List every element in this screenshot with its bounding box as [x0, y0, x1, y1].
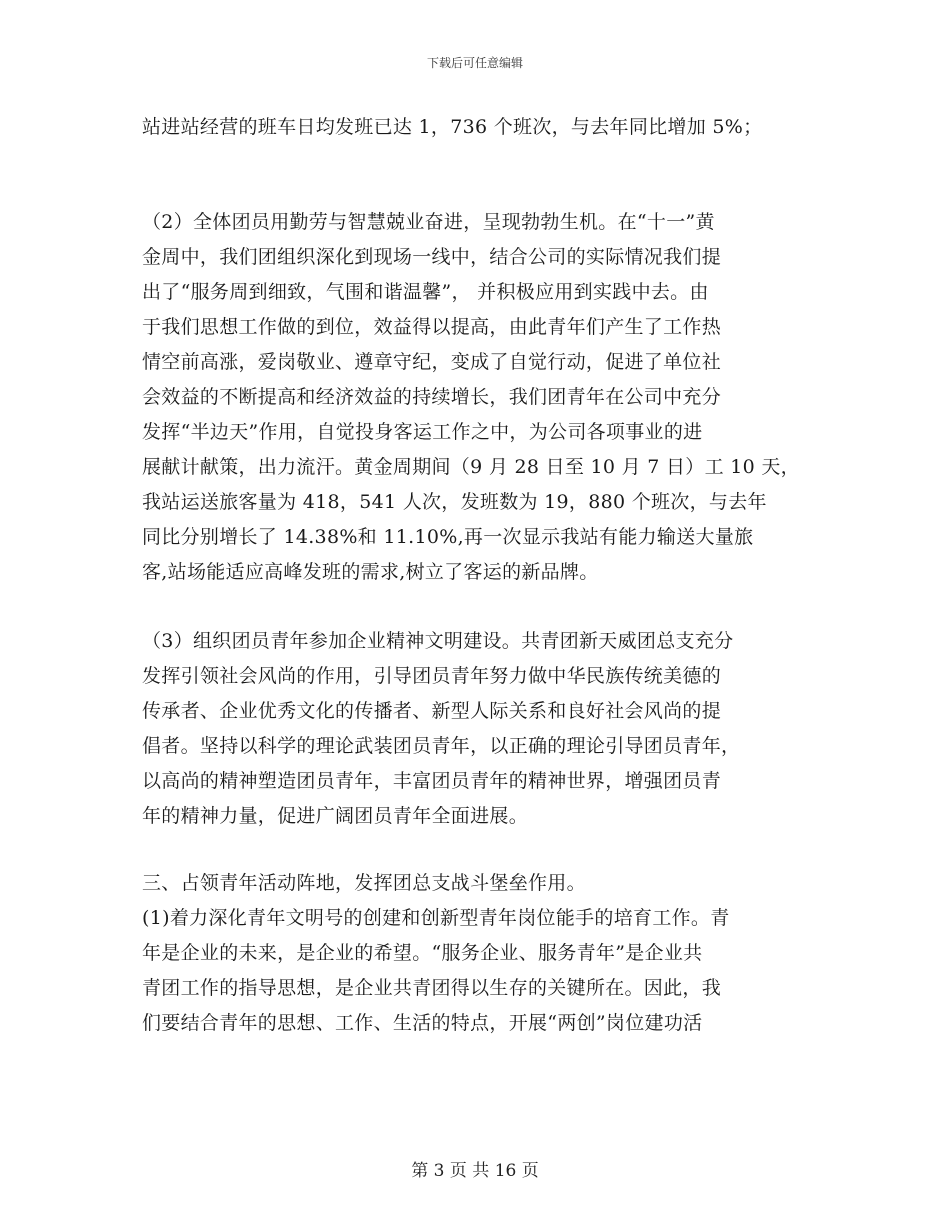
paragraph-chapter-3	[142, 866, 822, 1041]
text-line: (1)着力深化青年文明号的创建和创新型青年岗位能手的培育工作。青	[142, 907, 730, 929]
text-line: 年是企业的未来，是企业的希望。“服务企业、服务青年”是企业共	[142, 942, 703, 964]
text-line: 发挥引领社会风尚的作用，引导团员青年努力做中华民族传统美德的	[142, 665, 722, 687]
paragraph-section-3	[142, 624, 822, 834]
paragraph-section-2	[142, 205, 822, 590]
text-line: 站进站经营的班车日均发班已达 1，736 个班次，与去年同比增加 5%；	[142, 116, 763, 138]
text-line: 客,站场能适应高峰发班的需求,树立了客运的新品牌。	[142, 561, 599, 583]
text-line: 发挥“半边天”作用，自觉投身客运工作之中，为公司各项事业的进	[142, 421, 703, 443]
text-line: 于我们思想工作做的到位，效益得以提高，由此青年们产生了工作热	[142, 316, 722, 338]
text-line: 以高尚的精神塑造团员青年，丰富团员青年的精神世界，增强团员青	[142, 770, 722, 792]
text-line: 我站运送旅客量为 418，541 人次，发班数为 19，880 个班次，与去年	[142, 491, 767, 513]
text-line: 出了“服务周到细致，气围和谐温馨”， 并积极应用到实践中去。由	[142, 281, 709, 303]
text-line: 展献计献策，出力流汗。黄金周期间（9 月 28 日至 10 月 7 日）工 10 天，	[142, 456, 800, 478]
text-line: （3）组织团员青年参加企业精神文明建设。共青团新天威团总支充分	[142, 630, 734, 652]
page-number-footer: 第 3 页 共 16 页	[411, 1161, 539, 1181]
page-header: 下载后可任意编辑	[426, 56, 523, 70]
text-line: 传承者、企业优秀文化的传播者、新型人际关系和良好社会风尚的提	[142, 700, 722, 722]
paragraph-continuation	[142, 110, 822, 145]
document-body	[142, 110, 822, 1041]
text-line: 倡者。坚持以科学的理论武装团员青年，以正确的理论引导团员青年，	[142, 735, 741, 757]
text-line: （2）全体团员用勤劳与智慧兢业奋进，呈现勃勃生机。在“十一”黄	[142, 211, 715, 233]
text-line: 会效益的不断提高和经济效益的持续增长，我们团青年在公司中充分	[142, 386, 722, 408]
text-line: 年的精神力量，促进广阔团员青年全面进展。	[142, 805, 529, 827]
text-line: 青团工作的指导思想，是企业共青团得以生存的关键所在。因此，我	[142, 977, 722, 999]
text-line: 金周中，我们团组织深化到现场一线中，结合公司的实际情况我们提	[142, 246, 722, 268]
section-heading: 三、占领青年活动阵地，发挥团总支战斗堡垒作用。	[142, 872, 586, 894]
text-line: 情空前高涨，爱岗敬业、遵章守纪，变成了自觉行动，促进了单位社	[142, 351, 722, 373]
text-line: 们要结合青年的思想、工作、生活的特点，开展“两创”岗位建功活	[142, 1012, 703, 1034]
text-line: 同比分别增长了 14.38%和 11.10%,再一次显示我站有能力输送大量旅	[142, 526, 754, 548]
